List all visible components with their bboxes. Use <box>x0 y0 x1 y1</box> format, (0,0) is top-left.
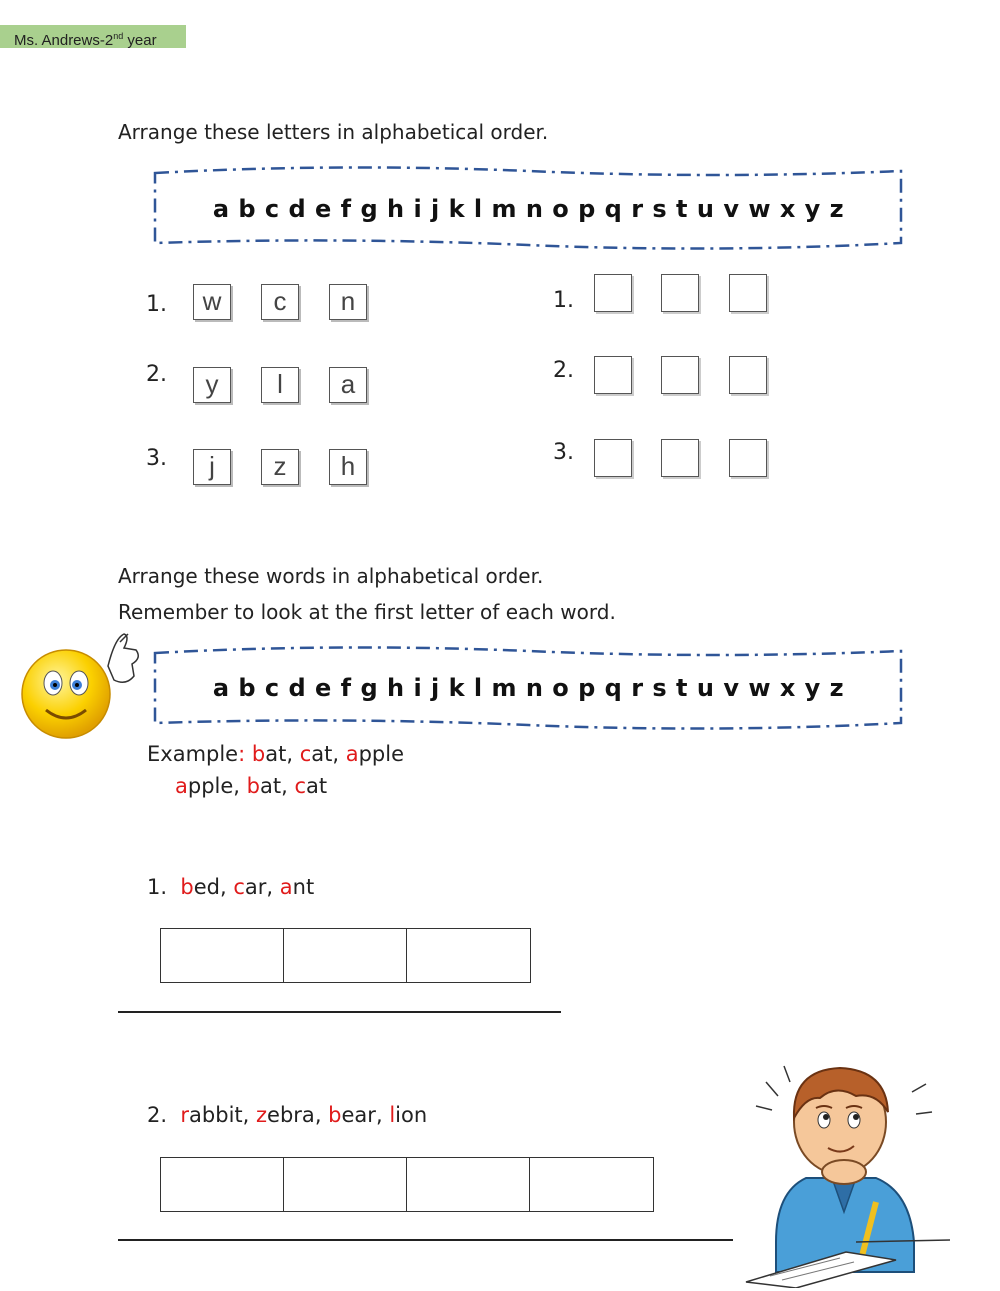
word-first-letter: a <box>345 742 359 766</box>
word-first-letter: r <box>180 1103 190 1127</box>
question-number: 1. <box>147 875 168 899</box>
answer-box[interactable] <box>594 356 632 394</box>
q2-number: 2. <box>146 362 167 387</box>
word-rest: at <box>265 742 287 766</box>
answer-cell[interactable] <box>161 929 284 982</box>
word-separator: , <box>281 774 295 798</box>
word-question-1 <box>147 875 314 899</box>
letter-tile: h <box>329 449 367 485</box>
word-first-letter: z <box>256 1103 268 1127</box>
answer-cell[interactable] <box>407 1158 530 1211</box>
q3-number: 3. <box>146 446 167 471</box>
answer-box[interactable] <box>594 274 632 312</box>
answer-line-1[interactable] <box>118 1011 561 1013</box>
answer1-number: 1. <box>553 288 574 313</box>
tag-suffix: year <box>123 32 157 49</box>
word-rest: at <box>260 774 282 798</box>
alphabet-strip-2: a b c d e f g h i j k l m n o p q r s t u v w x y z <box>212 674 845 702</box>
word-first-letter: b <box>246 774 260 798</box>
answer-box[interactable] <box>729 356 767 394</box>
alphabet-strip-1: a b c d e f g h i j k l m n o p q r s t u v w x y z <box>212 195 845 223</box>
answer-cell[interactable] <box>161 1158 284 1211</box>
word-first-letter: c <box>294 774 307 798</box>
word-separator: , <box>233 774 247 798</box>
teacher-tag <box>0 25 186 48</box>
question-number: 2. <box>147 1103 168 1127</box>
word-separator: , <box>266 875 280 899</box>
word-rest: pple <box>358 742 404 766</box>
answer-grid-2 <box>160 1157 654 1212</box>
letter-tile: n <box>329 284 367 320</box>
word-separator: , <box>242 1103 257 1127</box>
letter-tile: c <box>261 284 299 320</box>
example-colon: : <box>238 742 246 766</box>
letter-tile: a <box>329 367 367 403</box>
section2-reminder: Remember to look at the first letter of each word. <box>118 600 616 624</box>
answer-box[interactable] <box>729 274 767 312</box>
word-first-letter: c <box>299 742 312 766</box>
tag-prefix: Ms. Andrews-2 <box>14 32 114 49</box>
word-first-letter: c <box>233 875 245 899</box>
word-rest: ar <box>244 875 267 899</box>
q1-number: 1. <box>146 292 167 317</box>
answer-cell[interactable] <box>284 929 407 982</box>
example-label: Example <box>147 742 239 766</box>
word-rest: ebra <box>267 1103 315 1127</box>
answer-box[interactable] <box>661 439 699 477</box>
section1-instruction: Arrange these letters in alphabetical order. <box>118 120 549 144</box>
answer-line-2[interactable] <box>118 1239 733 1241</box>
answer-box[interactable] <box>729 439 767 477</box>
word-rest: at <box>306 774 328 798</box>
answer2-number: 2. <box>553 358 574 383</box>
word-separator: , <box>375 1103 390 1127</box>
word-first-letter: a <box>175 774 188 798</box>
letter-tile: y <box>193 367 231 403</box>
word-rest: pple <box>187 774 234 798</box>
answer-box[interactable] <box>594 439 632 477</box>
word-separator: , <box>220 875 234 899</box>
word-rest: abbit <box>189 1103 243 1127</box>
word-separator: , <box>286 742 300 766</box>
word-rest: ear <box>341 1103 376 1127</box>
word-separator: , <box>314 1103 329 1127</box>
word-rest: at <box>311 742 333 766</box>
answer-grid-1 <box>160 928 531 983</box>
answer-box[interactable] <box>661 274 699 312</box>
word-first-letter: b <box>328 1103 342 1127</box>
answer-cell[interactable] <box>530 1158 653 1211</box>
section2-instruction: Arrange these words in alphabetical order. <box>118 564 544 588</box>
answer3-number: 3. <box>553 440 574 465</box>
answer-box[interactable] <box>661 356 699 394</box>
answer-cell[interactable] <box>407 929 530 982</box>
answer-cell[interactable] <box>284 1158 407 1211</box>
word-rest: ion <box>395 1103 428 1127</box>
word-rest: ed <box>193 875 220 899</box>
example-answer-line <box>175 774 327 798</box>
word-first-letter: b <box>180 875 194 899</box>
tag-superscript: nd <box>113 31 124 41</box>
word-first-letter: a <box>279 875 293 899</box>
letter-tile: l <box>261 367 299 403</box>
letter-tile: z <box>261 449 299 485</box>
smiley-face-icon <box>20 628 150 740</box>
letter-tile: w <box>193 284 231 320</box>
letter-tile: j <box>193 449 231 485</box>
word-question-2 <box>147 1103 427 1127</box>
word-rest: nt <box>292 875 315 899</box>
word-first-letter: b <box>251 742 266 766</box>
word-first-letter: l <box>389 1103 396 1127</box>
word-separator: , <box>332 742 346 766</box>
example-line <box>147 742 404 766</box>
thinking-boy-illustration <box>736 1062 950 1288</box>
